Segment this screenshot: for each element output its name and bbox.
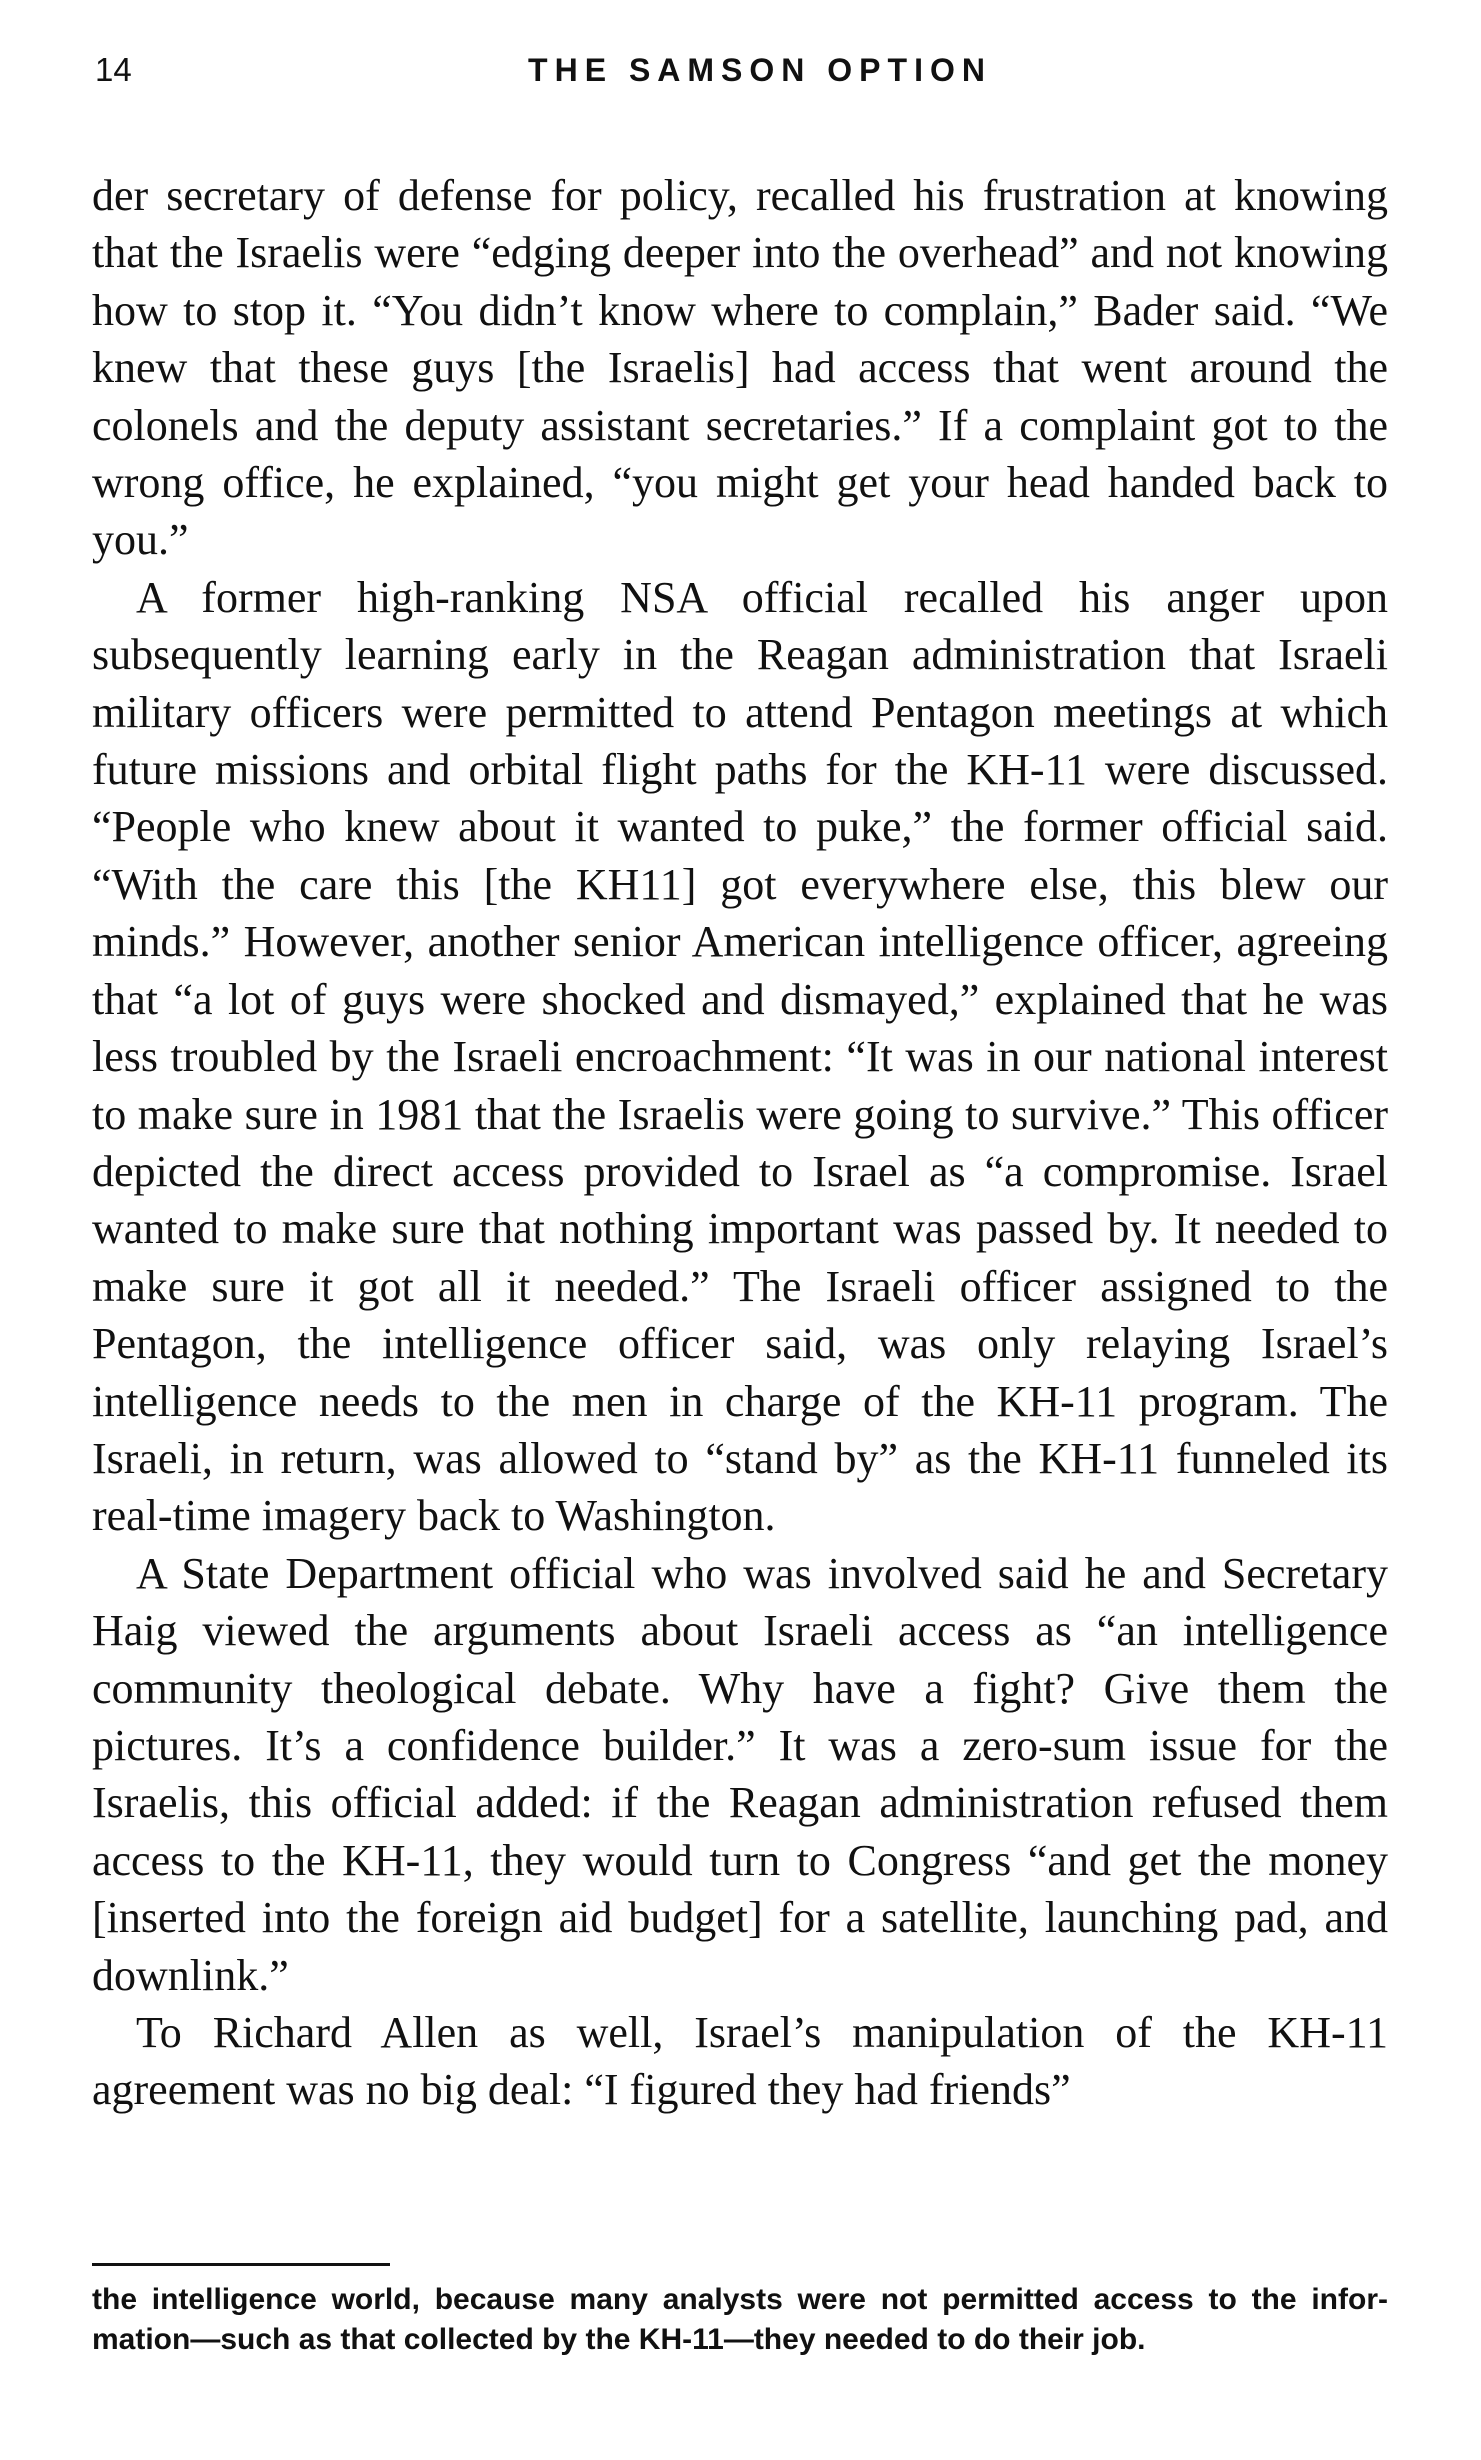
running-title: THE SAMSON OPTION <box>528 52 992 88</box>
body-text <box>92 167 1388 2119</box>
paragraph-state-department: A State Department official who was involved said he and Secretary Haig viewed the arguments about Israeli access as “an intelligence community theological debate. Why have a fight? Give them the pictures. It’s a confidence builder.” It was a zero-sum issue for the Israelis, this official added: if the Reagan administration refused them access to the KH-11, they would turn to Congress “and get the money [inserted into the foreign aid budget] for a satellite, launching pad, and downlink.” <box>92 1548 1388 2000</box>
footnote <box>92 2280 1388 2360</box>
page-number: 14 <box>95 51 132 88</box>
paragraph-richard-allen: To Richard Allen as well, Israel’s manipulation of the KH-11 agreement was no big deal: “I figured they had friends” <box>92 2008 1388 2115</box>
paragraph-continued: der secretary of defense for policy, recalled his frustration at knowing that the Israelis were “edging deeper into the overhead” and not knowing how to stop it. “You didn’t know where to complain,” Bader said. “We knew that these guys [the Israelis] had access that went around the colonels and the deputy assistant secretaries.” If a complaint got to the wrong office, he explained, “you might get your head handed back to you.” <box>92 171 1388 565</box>
footnote-text: the intelligence world, because many analysts were not permitted access to the information—such as that collected by the KH-11—they needed to do their job. <box>92 2283 1388 2356</box>
running-head <box>95 50 1385 100</box>
footnote-divider <box>92 2263 390 2266</box>
paragraph-nsa-official: A former high-ranking NSA official recalled his anger upon subsequently learning early in the Reagan administration that Israeli military officers were permitted to attend Pentagon meetings at which future missions and orbital flight paths for the KH-11 were discussed. “People who knew about it wanted to puke,” the former official said. “With the care this [the KH11] got everywhere else, this blew our minds.” However, another senior American intelligence officer, agreeing that “a lot of guys were shocked and dismayed,” explained that he was less troubled by the Israeli encroachment: “It was in our national interest to make sure in 1981 that the Israelis were going to survive.” This officer depicted the direct access provided to Israel as “a compromise. Israel wanted to make sure that nothing important was passed by. It needed to make sure it got all it needed.” The Israeli officer assigned to the Pentagon, the intelligence officer said, was only relaying Israel’s intelligence needs to the men in charge of the KH-11 program. The Israeli, in return, was allowed to “stand by” as the KH-11 funneled its real-time imagery back to Washington. <box>92 572 1388 1541</box>
